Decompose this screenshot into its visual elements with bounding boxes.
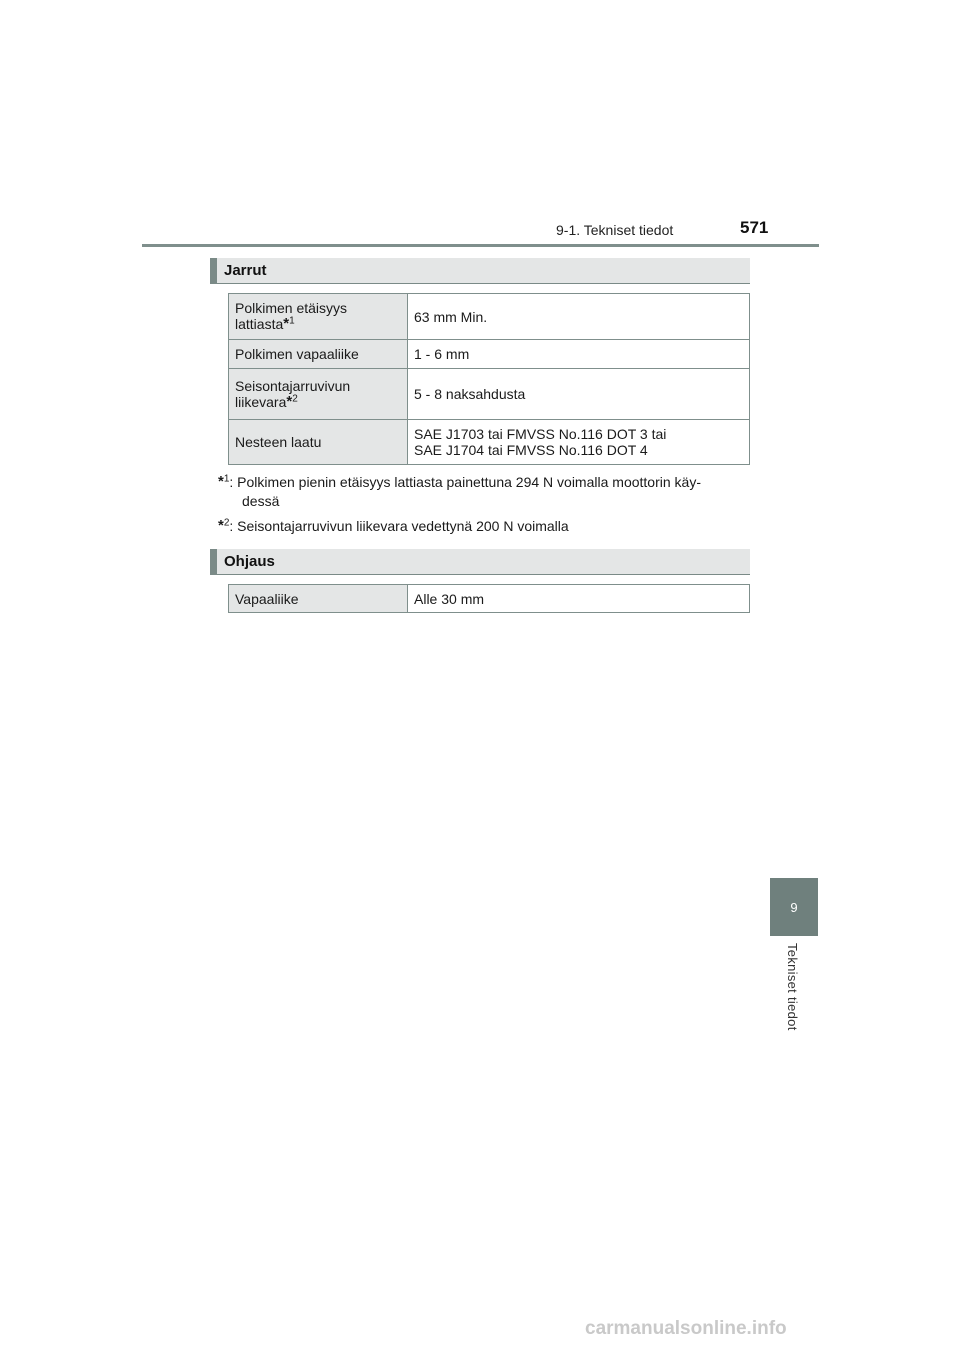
asterisk-icon: * <box>286 392 293 410</box>
page-number: 571 <box>740 218 769 237</box>
table-row <box>229 585 750 613</box>
table-row <box>229 294 750 340</box>
steering-spec-table <box>228 584 750 613</box>
spec-value: 5 - 8 naksahdusta <box>408 369 750 420</box>
spec-key: Polkimen vapaaliike <box>229 340 408 369</box>
spec-value: SAE J1703 tai FMVSS No.116 DOT 3 tai SAE J1704 tai FMVSS No.116 DOT 4 <box>408 420 750 465</box>
asterisk-icon: * <box>218 473 224 490</box>
table-row <box>229 369 750 420</box>
section-heading: Ohjaus <box>224 553 275 570</box>
chapter-tab-label: Tekniset tiedot <box>785 943 800 1031</box>
spec-key: Nesteen laatu <box>229 420 408 465</box>
section-title: 9-1. Tekniset tiedot <box>556 222 674 238</box>
table-row <box>229 420 750 465</box>
asterisk-icon: * <box>283 315 290 332</box>
asterisk-icon: * <box>218 517 224 534</box>
table-row <box>229 340 750 369</box>
spec-value: Alle 30 mm <box>408 585 750 613</box>
footnote-2: *$^2$: Seisontajarruvivun liikevara vedettynä 200 N voimalla <box>218 517 569 534</box>
spec-key: Seisontajarruvivun liikevara*$^2$ <box>229 369 408 420</box>
site-watermark: carmanualsonline.info <box>585 1318 787 1339</box>
spec-value: 1 - 6 mm <box>408 340 750 369</box>
section-header-ohjaus <box>210 549 750 575</box>
spec-key: Vapaaliike <box>229 585 408 613</box>
chapter-tab[interactable]: 9 <box>770 878 818 936</box>
section-header-jarrut <box>210 258 750 284</box>
brakes-spec-table <box>228 293 750 465</box>
spec-key: Polkimen etäisyys lattiasta*$^1$ <box>229 294 408 340</box>
section-heading: Jarrut <box>224 262 267 279</box>
footnote-1: *$^1$: Polkimen pienin etäisyys lattiasta painettuna 294 N voimalla moottorin käy- dessä <box>218 473 701 509</box>
spec-value: 63 mm Min. <box>408 294 750 340</box>
header-divider <box>142 244 819 247</box>
